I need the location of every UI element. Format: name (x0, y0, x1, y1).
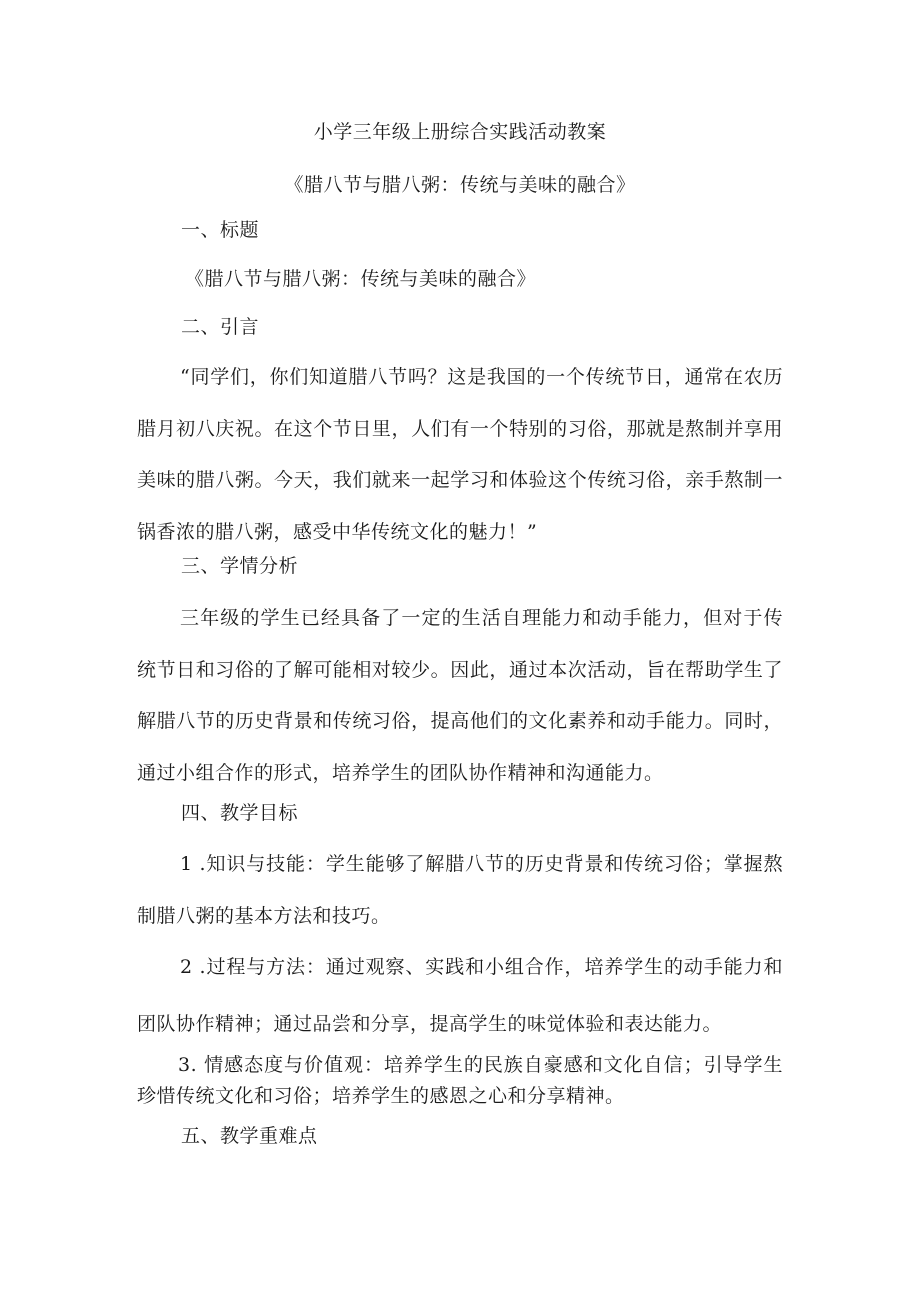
section-3-body: 三年级的学生已经具备了一定的生活自理能力和动手能力，但对于传统节日和习俗的了解可能相对较少。因此，通过本次活动，旨在帮助学生了解腊八节的历史背景和传统习俗，提高他们的文化素养和动手能力。同时，通过小组合作的形式，培养学生的团队协作精神和沟通能力。 (137, 607, 783, 784)
section-4-item-2: 2 .过程与方法：通过观察、实践和小组合作，培养学生的动手能力和团队协作精神；通过品尝和分享，提高学生的味觉体验和表达能力。 (137, 956, 783, 1035)
section-2-heading: 二、引言 (181, 316, 260, 338)
section-4-item-3: 3. 情感态度与价值观：培养学生的民族自豪感和文化自信；引导学生珍惜传统文化和习俗；培养学生的感恩之心和分享精神。 (137, 1054, 783, 1107)
section-1-heading: 一、标题 (181, 219, 260, 241)
section-3-heading: 三、学情分析 (181, 555, 299, 577)
section-5-heading: 五、教学重难点 (181, 1125, 318, 1147)
section-1-body: 《腊八节与腊八粥：传统与美味的融合》 (185, 268, 537, 290)
section-4-heading: 四、教学目标 (181, 802, 299, 824)
section-4-item-1: 1 .知识与技能：学生能够了解腊八节的历史背景和传统习俗；掌握熬制腊八粥的基本方法和技巧。 (137, 853, 783, 927)
document-title: 小学三年级上册综合实践活动教案 (313, 121, 607, 143)
section-2-body: “同学们，你们知道腊八节吗？这是我国的一个传统节日，通常在农历腊月初八庆祝。在这个节日里，人们有一个特别的习俗，那就是熬制并享用美味的腊八粥。今天，我们就来一起学习和体验这个传统习俗，亲手熬制一锅香浓的腊八粥，感受中华传统文化的魅力！” (137, 366, 783, 543)
document-subtitle: 《腊八节与腊八粥：传统与美味的融合》 (284, 174, 636, 196)
